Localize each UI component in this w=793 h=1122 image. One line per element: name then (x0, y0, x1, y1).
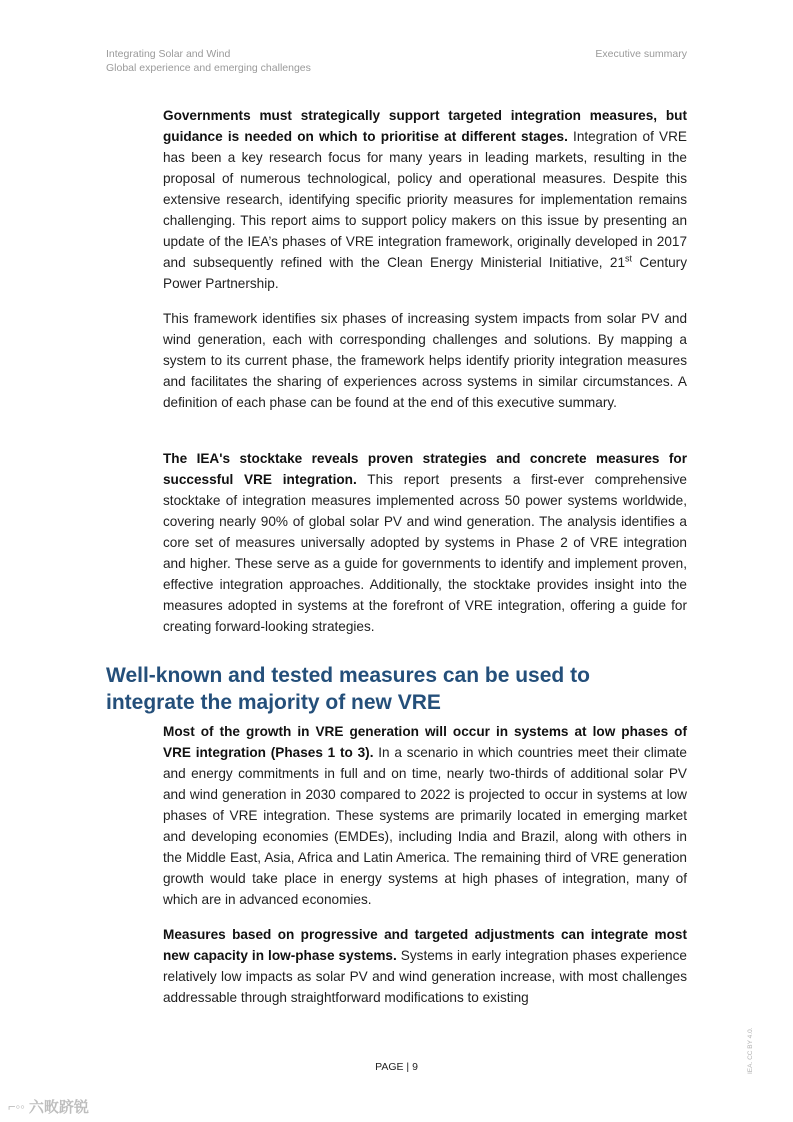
paragraph-lead-bold: Governments must strategically support targeted integration measures, but guidance is needed on which to prioritise at different stages. (163, 108, 687, 144)
section-heading-line1: Well-known and tested measures can be used to (106, 664, 590, 687)
document-title: Integrating Solar and Wind (106, 48, 231, 60)
paragraph-body: This framework identifies six phases of increasing system impacts from solar PV and wind generation, each with corresponding challenges and solutions. By mapping a system to its current phase, the framework helps identify priority integration measures and facilitates the sharing of experiences across systems in similar circumstances. A definition of each phase can be found at the end of this executive summary. (163, 311, 687, 410)
watermark (8, 1096, 89, 1117)
page-number-value: 9 (412, 1061, 418, 1073)
paragraph-lead-bold: Measures based on progressive and targeted adjustments can integrate most new capacity in low-phase systems. (163, 927, 687, 963)
paragraph-framework (163, 308, 687, 413)
paragraph-lead-bold: The IEA's stocktake reveals proven strategies and concrete measures for successful VRE integration. (163, 451, 687, 487)
document-subtitle: Global experience and emerging challenges (106, 62, 311, 74)
paragraph-governments (163, 105, 687, 294)
section-heading (106, 662, 706, 716)
superscript: st (625, 253, 633, 264)
paragraph-growth (163, 721, 687, 910)
watermark-logo-icon: ⌐◦◦ (8, 1099, 25, 1114)
paragraph-measures (163, 924, 687, 1008)
section-heading-line2: integrate the majority of new VRE (106, 691, 441, 714)
paragraph-body-end: Century Power Partnership. (163, 255, 688, 291)
paragraph-lead-bold: Most of the growth in VRE generation will occur in systems at low phases of VRE integration (Phases 1 to 3). (163, 724, 687, 760)
paragraph-body: Systems in early integration phases experience relatively low impacts as solar PV and wind generation increase, with most challenges addressable through straightforward modifications to existing (163, 948, 687, 1005)
section-label: Executive summary (595, 48, 687, 60)
page-number: PAGE | 9 (375, 1061, 418, 1073)
document-header-left (106, 47, 311, 75)
paragraph-body: Integration of VRE has been a key research focus for many years in leading markets, resulting in the proposal of numerous technological, policy and operational measures. Despite this extensive research, identifying specific priority measures for implementation remains challenging. This report aims to support policy makers on this issue by presenting an update of the IEA’s phases of VRE integration framework, originally developed in 2017 and subsequently refined with the Clean Energy Ministerial Initiative, 21 (163, 129, 687, 270)
paragraph-body: This report presents a first-ever comprehensive stocktake of integration measures implemented across 50 power systems worldwide, covering nearly 90% of global solar PV and wind generation. The analysis identifies a core set of measures universally adopted by systems in Phase 2 of VRE integration and higher. These serve as a guide for governments to identify and implement proven, effective integration approaches. Additionally, the stocktake provides insight into the measures adopted in systems at the forefront of VRE integration, offering a guide for creating forward-looking strategies. (163, 472, 687, 634)
paragraph-body: In a scenario in which countries meet their climate and energy commitments in full and on time, nearly two-thirds of additional solar PV and wind generation in 2030 compared to 2022 is projected to occur in systems at low phases of VRE integration. These systems are primarily located in emerging market and developing economies (EMDEs), including India and Brazil, along with others in the Middle East, Asia, Africa and Latin America. The remaining third of VRE generation growth would take place in energy systems at high phases of integration, many of which are in advanced economies. (163, 745, 687, 907)
paragraph-stocktake (163, 448, 687, 637)
watermark-text: 六畋跻锐 (28, 1099, 89, 1116)
license-notice: IEA. CC BY 4.0. (747, 1027, 754, 1074)
